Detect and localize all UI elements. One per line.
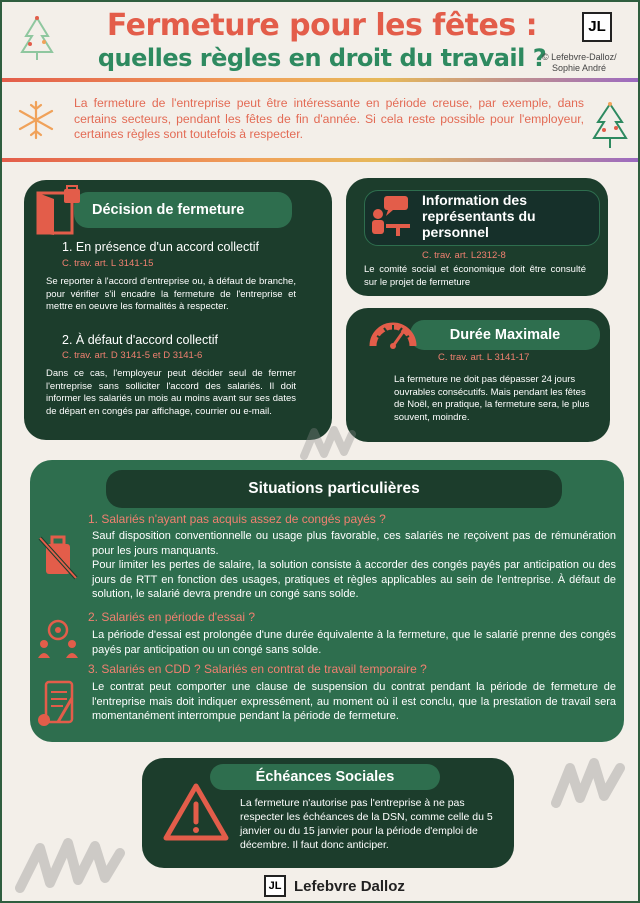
- duree-text: La fermeture ne doit pas dépasser 24 jours ouvrables consécutifs. Mais pendant les fêtes de Noël, en pratique, la fermeture sera, le plus souvent, moindre.: [394, 374, 590, 423]
- information-text: Le comité social et économique doit être consulté sur le projet de fermeture: [364, 264, 586, 288]
- duree-title-pill: Durée Maximale: [410, 320, 600, 350]
- gauge-icon: [368, 316, 418, 350]
- footer-brand: [264, 874, 405, 898]
- footer-brand-name: Lefebvre Dalloz: [294, 877, 405, 895]
- decision-case2-ref: C. trav. art. D 3141-5 et D 3141-6: [62, 350, 203, 361]
- warning-icon: [162, 782, 230, 842]
- situation1-text2: Pour limiter les pertes de salaire, la solution consiste à accorder des congés payés par anticipation ou des jours de RTT en fonction des usages, pratiques et règles applicables au sein de l'entreprise. À défaut de solution, le salarié devra prendre un congé sans solde.: [92, 559, 616, 600]
- decision-case1-heading: 1. En présence d'un accord collectif: [62, 240, 259, 254]
- echeances-title-pill: Échéances Sociales: [210, 764, 440, 790]
- credit: [542, 52, 640, 74]
- situations-title-pill: Situations particulières: [106, 470, 562, 508]
- scribble-decoration: [10, 828, 130, 898]
- snowflake-icon: [16, 100, 56, 140]
- contract-icon: [36, 678, 84, 730]
- duree-ref: C. trav. art. L 3141-17: [438, 352, 530, 363]
- page-title-line1: Fermeture pour les fêtes :: [106, 8, 538, 43]
- page-title-line2: quelles règles en droit du travail ?: [97, 44, 547, 72]
- scribble-decoration: [550, 748, 630, 818]
- scribble-decoration: [298, 422, 358, 462]
- decision-case1-ref: C. trav. art. L 3141-15: [62, 258, 154, 269]
- christmas-tree-icon: [590, 102, 630, 154]
- situation3-heading: 3. Salariés en CDD ? Salariés en contrat de travail temporaire ?: [88, 662, 427, 676]
- decision-case2-text: Dans ce cas, l'employeur peut décider seul de fermer l'entreprise sans solliciter l'accord des salariés. Il doit informer les salariés un mois au moins avant sur ses dates de départ en congés par affichage, courrier ou e-mail.: [46, 368, 296, 417]
- situation2-text: La période d'essai est prolongée d'une durée équivalente à la fermeture, que le salarié prenne des congés payés par anticipation ou un congé sans solde.: [92, 629, 616, 656]
- christmas-tree-icon: [14, 14, 60, 66]
- no-luggage-icon: [38, 532, 78, 580]
- situation3-text: Le contrat peut comporter une clause de suspension du contrat pendant la période de fermeture de l'entreprise mais doit indiquer expressément, au moment où il est conclu, que la prestation de travail sera momentanément interrompue pendant la période de fermeture.: [92, 681, 616, 722]
- top-divider: [2, 78, 638, 82]
- decision-case2-heading: 2. À défaut d'accord collectif: [62, 333, 218, 347]
- situation1-heading: 1. Salariés n'ayant pas acquis assez de congés payés ?: [88, 512, 386, 526]
- closed-door-icon: [34, 185, 86, 237]
- intro-text: La fermeture de l'entreprise peut être intéressante en période creuse, par exemple, dans certains secteurs, pendant les fêtes de fin d'année. Si cela reste possible pour l'employeur, certaines règles sont toutefois à respecter.: [74, 96, 584, 141]
- footer-logo: JL: [264, 875, 286, 897]
- intro-divider: [2, 158, 638, 162]
- decision-case1-text: Se reporter à l'accord d'entreprise ou, à défaut de branche, pour vérifier s'il encadre la fermeture de l'entreprise et mettre en oeuvre les formalités à respecter.: [46, 276, 296, 312]
- situation1-text: Sauf disposition conventionnelle ou usage plus favorable, ces salariés ne reçoivent pas de rémunération pour les jours manquants.: [92, 530, 616, 557]
- credit-line1: © Lefebvre-Dalloz/: [542, 52, 617, 62]
- target-people-icon: [36, 616, 80, 660]
- echeances-text: La fermeture n'autorise pas l'entreprise à ne pas respecter les échéances de la DSN, comme celle du 5 janvier ou du 15 janvier pour la période d'emploi de décembre. Il faut donc anticiper.: [240, 797, 493, 851]
- credit-line2: Sophie André: [552, 63, 607, 73]
- information-ref: C. trav. art. L2312-8: [422, 250, 506, 261]
- brand-logo: JL: [582, 12, 612, 42]
- situation2-heading: 2. Salariés en période d'essai ?: [88, 610, 256, 624]
- decision-title-pill: Décision de fermeture: [74, 192, 292, 228]
- information-title: Information des représentants du personnel: [422, 192, 536, 240]
- meeting-icon: [368, 194, 416, 240]
